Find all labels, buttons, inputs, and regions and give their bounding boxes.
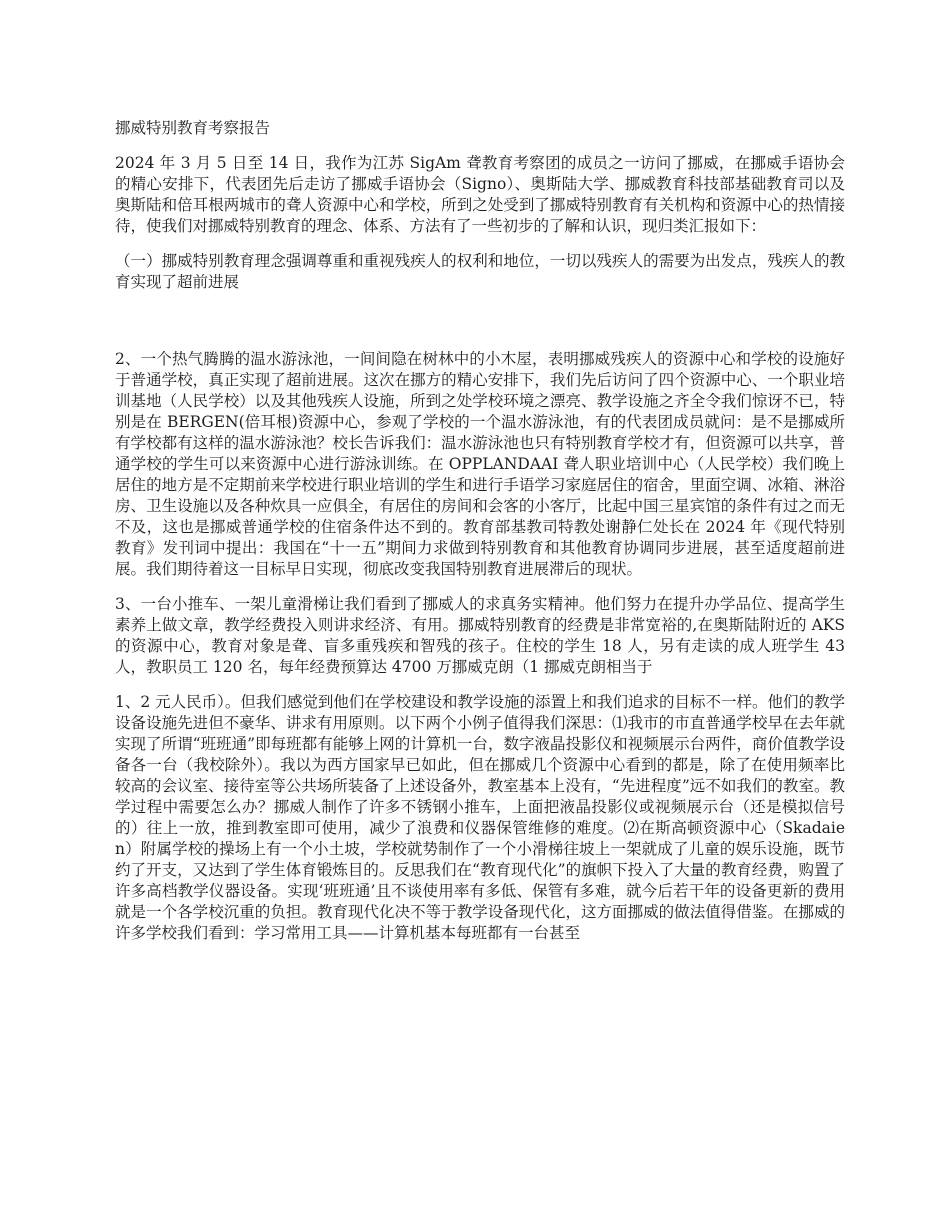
paragraph-point-3: 3、一台小推车、一架儿童滑梯让我们看到了挪威人的求真务实精神。他们努力在提升办学品位、提高学生素养上做文章，教学经费投入则讲求经济、有用。挪威特别教育的经费是非常宽裕的,在奥斯陆附近的 AKS 的资源中心，教育对象是聋、盲多重残疾和智残的孩子。住校的学生 18 人，另有走读的成人班学生 43 人，教职员工 120 名，每年经费预算达 4700 万挪威克朗（1 挪威克朗相当于 xyxy=(115,595,845,676)
paragraph-section-heading: （一）挪威特别教育理念强调尊重和重视残疾人的权利和地位，一切以残疾人的需要为出发点，残疾人的教育实现了超前进展 xyxy=(115,252,845,291)
paragraph-continuation: 1、2 元人民币）。但我们感觉到他们在学校建设和教学设施的添置上和我们追求的目标不一样。他们的教学设备设施先进但不豪华、讲求有用原则。以下两个小例子值得我们深思：⑴我市的市直普通学校早在去年就实现了所谓“班班通”即每班都有能够上网的计算机一台，数字液晶投影仪和视频展示台两件，商价值教学设备各一台（我校除外）。我以为西方国家早已如此，但在挪威几个资源中心看到的都是，除了在使用频率比较高的会议室、接待室等公共场所装备了上述设备外，教室基本上没有，“先进程度”远不如我们的教室。教学过程中需要怎么办？挪威人制作了许多不锈钢小推车，上面把液晶投影仪或视频展示台（还是模拟信号的）往上一放，推到教室即可使用，减少了浪费和仪器保管维修的难度。⑵在斯高顿资源中心（Skadaien）附属学校的操场上有一个小土坡，学校就势制作了一个小滑梯往坡上一架就成了儿童的娱乐设施，既节约了开支，又达到了学生体育锻炼目的。反思我们在“教育现代化”的旗帜下投入了大量的教育经费，购置了许多高档教学仪器设备。实现‘班班通’且不谈使用率有多低、保管有多难，就今后若干年的设备更新的费用就是一个各学校沉重的负担。教育现代化决不等于教学设备现代化，这方面挪威的做法值得借鉴。在挪威的许多学校我们看到：学习常用工具——计算机基本每班都有一台甚至 xyxy=(115,693,845,942)
document-page xyxy=(115,118,845,958)
document-title: 挪威特别教育考察报告 xyxy=(115,119,271,137)
paragraph-point-2: 2、一个热气腾腾的温水游泳池，一间间隐在树林中的小木屋，表明挪威残疾人的资源中心和学校的设施好于普通学校，真正实现了超前进展。这次在挪方的精心安排下，我们先后访问了四个资源中心、一个职业培训基地（人民学校）以及其他残疾人设施，所到之处学校环境之漂亮、教学设施之齐全令我们惊讶不已，特别是在 BERGEN(倍耳根)资源中心，参观了学校的一个温水游泳池，有的代表团成员就问：是不是挪威所有学校都有这样的温水游泳池？校长告诉我们：温水游泳池也只有特别教育学校才有，但资源可以共享，普通学校的学生可以来资源中心进行游泳训练。在 OPPLANDAAI 聋人职业培训中心（人民学校）我们晚上居住的地方是不定期前来学校进行职业培训的学生和进行手语学习家庭居住的宿舍，里面空调、冰箱、淋浴房、卫生设施以及各种炊具一应俱全，有居住的房间和会客的小客厅，比起中国三星宾馆的条件有过之而无不及，这也是挪威普通学校的住宿条件达不到的。教育部基教司特教处谢静仁处长在 2024 年《现代特别教育》发刊词中提出：我国在“十一五”期间力求做到特别教育和其他教育协调同步进展，甚至适度超前进展。我们期待着这一目标早日实现，彻底改变我国特别教育进展滞后的现状。 xyxy=(115,350,845,578)
paragraph-intro: 2024 年 3 月 5 日至 14 日，我作为江苏 SigAm 聋教育考察团的成员之一访问了挪威，在挪威手语协会的精心安排下，代表团先后走访了挪威手语协会（Signo）、奥斯陆大学、挪威教育科技部基础教育司以及奥斯陆和倍耳根两城市的聋人资源中心和学校，所到之处受到了挪威特别教育有关机构和资源中心的热情接待，使我们对挪威特别教育的理念、体系、方法有了一些初步的了解和认识，现归类汇报如下： xyxy=(115,154,845,235)
